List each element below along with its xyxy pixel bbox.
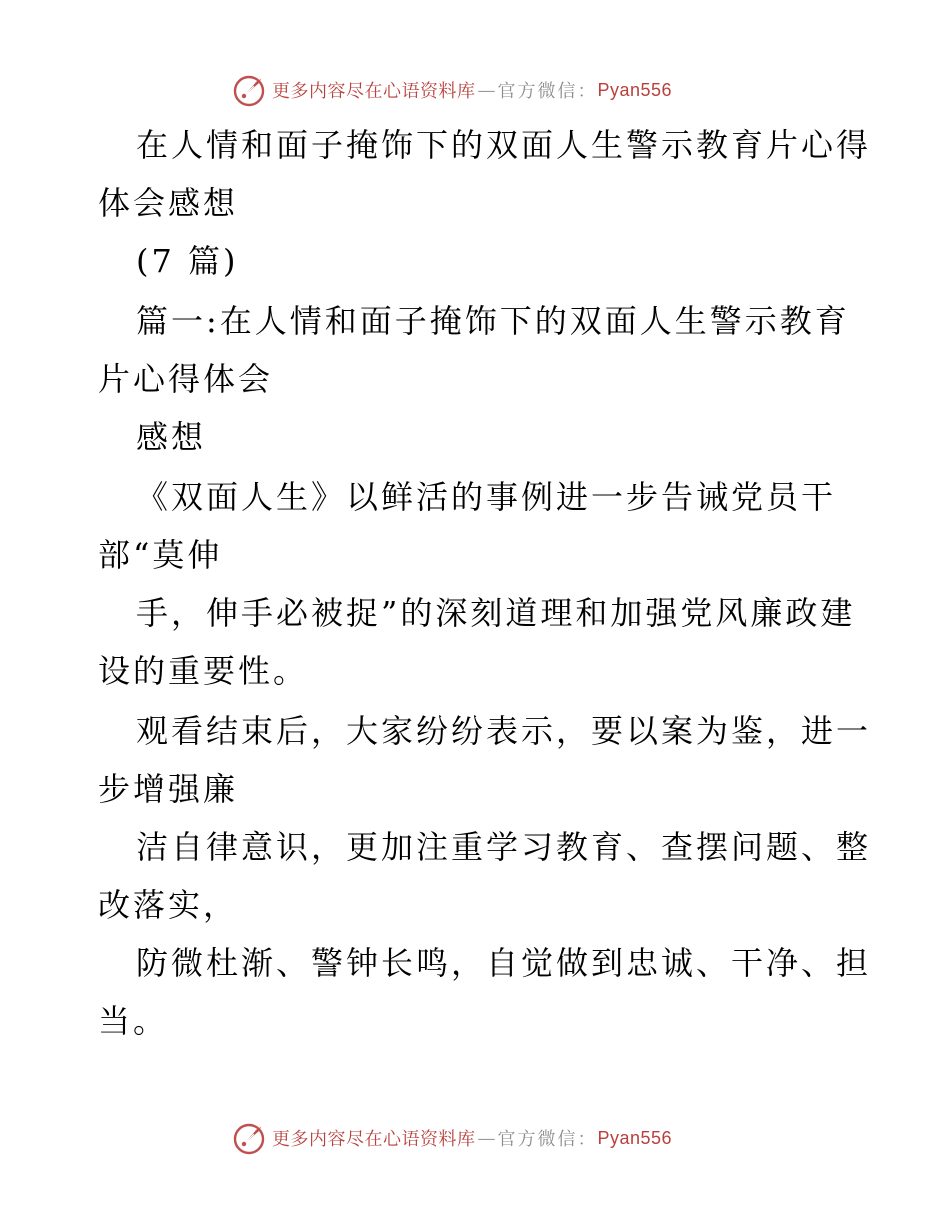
- watermark-wechat-id: Pyan556: [597, 1127, 673, 1148]
- paragraph-line: 设的重要性。: [98, 652, 309, 690]
- watermark-text: 更多内容尽在心语资料库: [272, 81, 476, 102]
- paragraph-line: 《双面人生》以鲜活的事例进一步告诫党员干: [136, 478, 837, 516]
- quill-logo-icon: [232, 72, 268, 108]
- paragraph-line: 部“莫伸: [98, 536, 223, 574]
- watermark-header: [232, 70, 752, 110]
- watermark-text: 更多内容尽在心语资料库: [272, 1129, 476, 1150]
- watermark-wechat-label: 官方微信：: [497, 1129, 598, 1150]
- watermark-dash: —: [477, 79, 496, 101]
- title-line-1: 在人情和面子掩饰下的双面人生警示教育片心得: [136, 126, 872, 164]
- paragraph-line: 防微杜渐、警钟长鸣，自觉做到忠诚、干净、担: [136, 944, 872, 982]
- paragraph-line: 改落实，: [98, 886, 239, 924]
- article-count: (7 篇): [136, 242, 239, 280]
- watermark-dash: —: [477, 1127, 496, 1149]
- paragraph-line: 当。: [98, 1002, 169, 1040]
- section-heading-line-1: 篇一:在人情和面子掩饰下的双面人生警示教育: [136, 302, 850, 340]
- section-heading-line-2: 片心得体会: [98, 360, 274, 398]
- title-line-2: 体会感想: [98, 184, 239, 222]
- paragraph-line: 观看结束后，大家纷纷表示，要以案为鉴，进一: [136, 712, 872, 750]
- quill-logo-icon: [232, 1120, 268, 1156]
- watermark-wechat-id: Pyan556: [597, 79, 673, 100]
- paragraph-line: 步增强廉: [98, 770, 239, 808]
- section-heading-line-3: 感想: [136, 418, 207, 456]
- watermark-footer: [232, 1118, 752, 1158]
- watermark-wechat-label: 官方微信：: [497, 81, 598, 102]
- paragraph-line: 洁自律意识，更加注重学习教育、查摆问题、整: [136, 828, 872, 866]
- paragraph-line: 手，伸手必被捉”的深刻道理和加强党风廉政建: [136, 594, 856, 632]
